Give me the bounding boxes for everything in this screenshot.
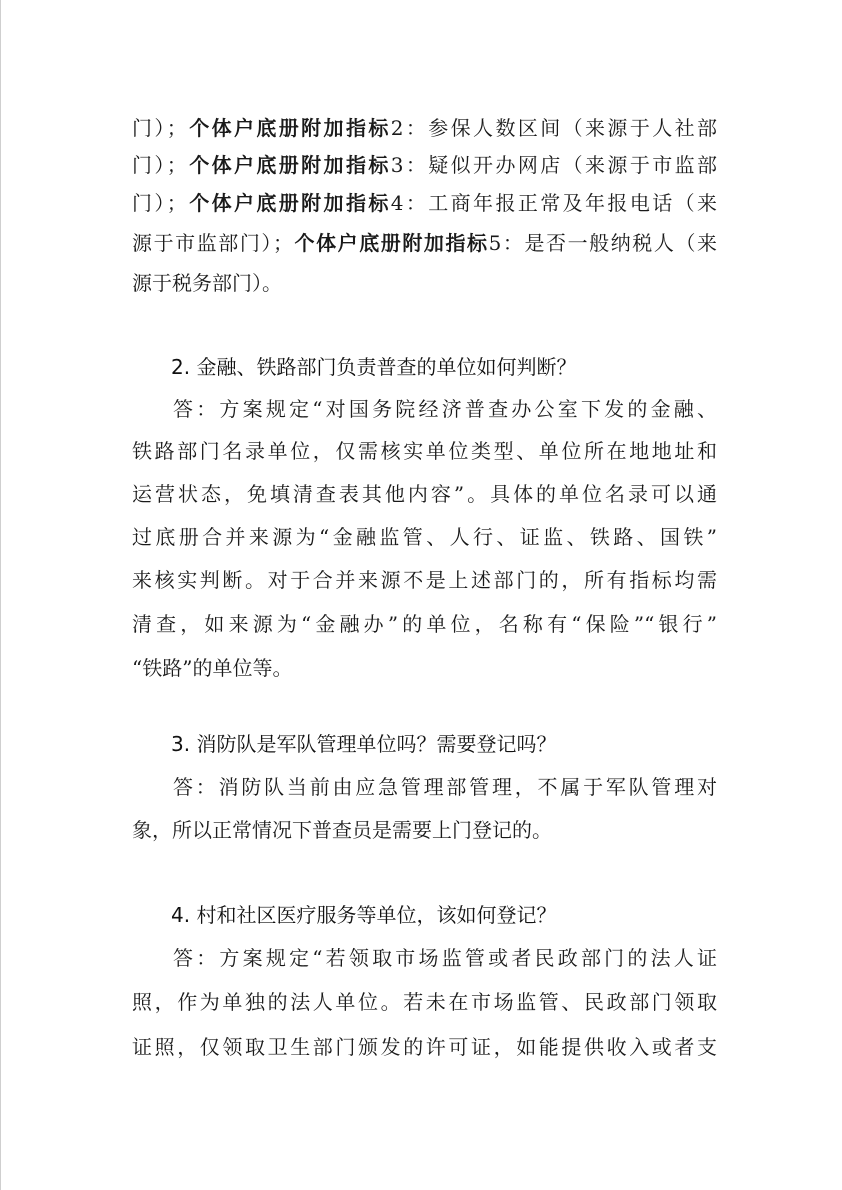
question-heading: 2. 金融、铁路部门负责普查的单位如何判断？ xyxy=(171,355,577,379)
text-span: 4：工商年报正常及年报电话（来 xyxy=(390,191,718,215)
text-span: 门）； xyxy=(132,116,187,140)
text-span: 5：是否一般纳税人（来 xyxy=(488,231,718,255)
question-heading: 3. 消防队是军队管理单位吗？需要登记吗？ xyxy=(171,732,557,756)
paragraph-line xyxy=(132,230,717,256)
paragraph-line: 源于税务部门）。 xyxy=(132,271,282,295)
bold-label: 个体户底册附加指标 xyxy=(186,191,391,215)
bold-label: 个体户底册附加指标 xyxy=(186,153,391,177)
text-span: 门）； xyxy=(132,153,187,177)
answer-line: 来核实判断。对于合并来源不是上述部门的，所有指标均需 xyxy=(132,568,717,592)
text-span: 源于市监部门）； xyxy=(132,231,293,255)
answer-line: 清查，如来源为“金融办”的单位，名称有“保险”“银行” xyxy=(132,612,717,636)
answer-line: 铁路部门名录单位，仅需核实单位类型、单位所在地地址和 xyxy=(132,439,717,463)
answer-line: 答：方案规定“对国务院经济普查办公室下发的金融、 xyxy=(173,397,717,421)
answer-line: 过底册合并来源为“金融监管、人行、证监、铁路、国铁” xyxy=(132,525,717,549)
paragraph-line xyxy=(132,115,717,141)
bold-label: 个体户底册附加指标 xyxy=(186,116,391,140)
answer-line: 答：消防队当前由应急管理部管理，不属于军队管理对 xyxy=(173,775,717,799)
answer-line: 象，所以正常情况下普查员是需要上门登记的。 xyxy=(132,818,552,842)
text-span: 3：疑似开办网店（来源于市监部 xyxy=(390,153,718,177)
paragraph-line xyxy=(132,152,717,178)
paragraph-line xyxy=(132,190,717,216)
question-heading: 4. 村和社区医疗服务等单位，该如何登记？ xyxy=(171,903,557,927)
answer-line: 证照，仅领取卫生部门颁发的许可证，如能提供收入或者支 xyxy=(132,1035,717,1059)
text-span: 门）； xyxy=(132,191,187,215)
answer-line: 答：方案规定“若领取市场监管或者民政部门的法人证 xyxy=(173,946,717,970)
text-span: 2：参保人数区间（来源于人社部 xyxy=(390,116,718,140)
bold-label: 个体户底册附加指标 xyxy=(292,231,489,255)
answer-line: 运营状态，免填清查表其他内容”。具体的单位名录可以通 xyxy=(132,482,717,506)
answer-line: “铁路”的单位等。 xyxy=(132,656,293,680)
answer-line: 照，作为单独的法人单位。若未在市场监管、民政部门领取 xyxy=(132,990,717,1014)
